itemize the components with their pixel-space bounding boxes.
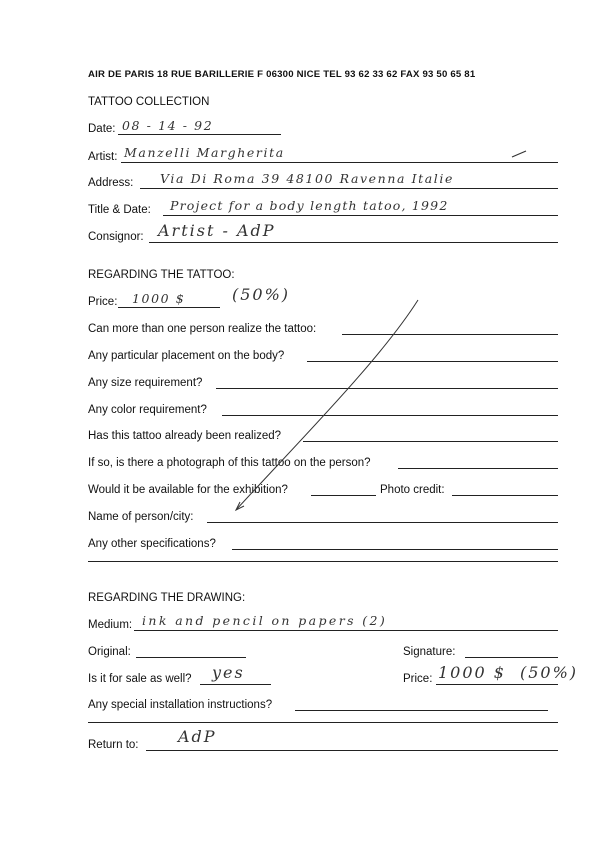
address-label: Address: [88,177,134,189]
sale-value[interactable]: yes [212,663,245,682]
date-value[interactable]: 08 - 14 - 92 [122,118,214,133]
q-color: Any color requirement? [88,404,207,416]
artist-value[interactable]: Manzelli Margherita [124,145,285,160]
drawing-heading: REGARDING THE DRAWING: [88,592,246,604]
artist-label: Artist: [88,151,118,163]
original-label: Original: [88,646,131,658]
photo-credit-label: Photo credit: [380,484,445,496]
q-exhibition: Would it be available for the exhibition? [88,484,288,496]
date-label: Date: [88,123,116,135]
tattoo-price-note: (50%) [232,285,291,304]
q-name: Name of person/city: [88,511,194,523]
drawing-price-value[interactable]: 1000 $ [438,663,506,682]
medium-label: Medium: [88,619,133,631]
title-date-value[interactable]: Project for a body length tatoo, 1992 [170,198,449,213]
tattoo-heading: REGARDING THE TATTOO: [88,269,235,281]
install-label: Any special installation instructions? [88,699,273,711]
q-photo: If so, is there a photograph of this tattoo on the person? [88,457,371,469]
medium-value[interactable]: ink and pencil on papers (2) [142,613,388,628]
sale-label: Is it for sale as well? [88,673,192,685]
title-date-label: Title & Date: [88,204,151,216]
tattoo-price-value[interactable]: 1000 $ [132,291,186,306]
consignor-value[interactable]: Artist - AdP [158,221,276,240]
return-value[interactable]: AdP [178,727,217,746]
tattoo-price-label: Price: [88,296,118,308]
q-placement: Any particular placement on the body? [88,350,285,362]
q-size: Any size requirement? [88,377,203,389]
pen-tick-mark [512,151,526,157]
return-label: Return to: [88,739,139,751]
q-realized: Has this tattoo already been realized? [88,430,282,442]
form-title: TATTOO COLLECTION [88,96,210,108]
address-value[interactable]: Via Di Roma 39 48100 Ravenna Italie [160,171,455,186]
diagonal-strike-line [236,300,418,510]
q-other: Any other specifications? [88,538,216,550]
signature-label: Signature: [403,646,456,658]
drawing-price-note: (50%) [520,663,579,682]
q-more-person: Can more than one person realize the tattoo: [88,323,317,335]
gallery-header: AIR DE PARIS 18 RUE BARILLERIE F 06300 NICE TEL 93 62 33 62 FAX 93 50 65 81 [88,69,476,80]
consignor-label: Consignor: [88,231,144,243]
drawing-price-label: Price: [403,673,433,685]
